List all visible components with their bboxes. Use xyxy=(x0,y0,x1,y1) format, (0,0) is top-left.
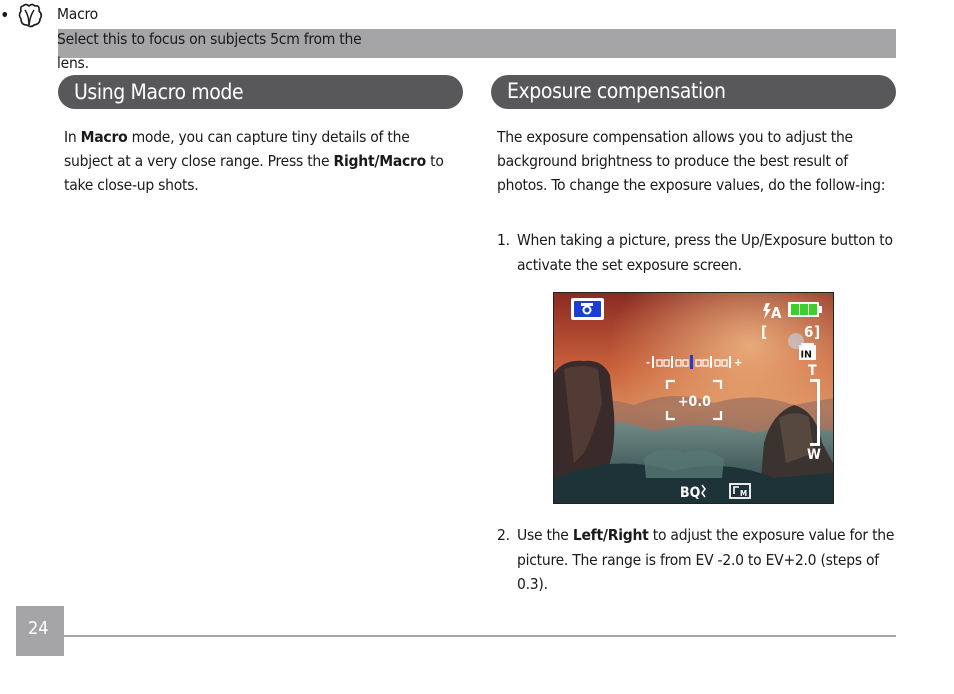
exposure-intro-paragraph: The exposure compensation allows you to adjust the background brightness to produce the best result of photos. To change the exposure values, do the follow-ing: xyxy=(497,128,886,195)
ev-scale-tick xyxy=(652,356,654,368)
macro-list-item xyxy=(0,0,400,80)
step-text: When taking a picture, press the Up/Exposure button to activate the set exposure screen. xyxy=(517,231,893,274)
battery-full-icon xyxy=(788,302,822,317)
macro-intro-text: In xyxy=(64,128,81,146)
ev-scale-minus: - xyxy=(646,356,651,369)
exposure-section-heading: Exposure compensation xyxy=(491,75,896,109)
ev-scale-plus: + xyxy=(734,356,743,369)
shots-bracket-left: [ xyxy=(761,323,768,341)
macro-intro-text: to take close-up shots. xyxy=(64,152,444,195)
left-right-keyword: Left/Right xyxy=(572,526,649,544)
quality-label: BQ xyxy=(680,485,701,501)
step-text xyxy=(517,523,895,597)
camera-mode-icon xyxy=(571,298,604,320)
macro-keyword: Macro xyxy=(80,128,128,146)
ev-scale-tick xyxy=(690,355,693,369)
ev-value-readout: +0.0 xyxy=(678,394,711,410)
exposure-step-2 xyxy=(497,523,895,598)
macro-item-title: Macro xyxy=(57,5,98,23)
exposure-step-1 xyxy=(497,228,895,278)
zoom-tele-label: T xyxy=(808,363,817,379)
macro-intro-text: mode, you can capture tiny details of the subject at a very close range. Press the xyxy=(64,128,410,171)
step-number: 2. xyxy=(497,526,510,544)
macro-flower-icon xyxy=(15,0,45,30)
macro-section-heading: Using Macro mode xyxy=(58,75,463,109)
step-text-pre: Use the xyxy=(517,526,573,544)
shots-remaining-count: 6 xyxy=(804,323,814,341)
flash-mode-label: A xyxy=(771,304,782,322)
right-macro-keyword: Right/Macro xyxy=(333,152,426,171)
ev-scale-tick xyxy=(710,356,712,368)
ev-scale-tick xyxy=(729,356,731,368)
step-number: 1. xyxy=(497,231,510,249)
bullet: • xyxy=(0,5,10,26)
storage-label: IN xyxy=(800,349,812,361)
page-number: 24 xyxy=(16,606,64,656)
bottom-rule xyxy=(64,635,896,637)
macro-intro-paragraph xyxy=(64,125,459,198)
zoom-wide-label: W xyxy=(807,447,821,463)
macro-item-description: Select this to focus on subjects 5cm from the lens. xyxy=(57,30,362,73)
step-text-post: to adjust the exposure value for the picture. The range is from EV -2.0 to EV+2.0 (steps of 0.3). xyxy=(517,526,895,593)
ev-scale-tick xyxy=(671,356,673,368)
svg-text:M: M xyxy=(740,489,748,498)
shots-bracket-right: ] xyxy=(814,323,821,341)
camera-lcd-screenshot xyxy=(553,292,834,504)
